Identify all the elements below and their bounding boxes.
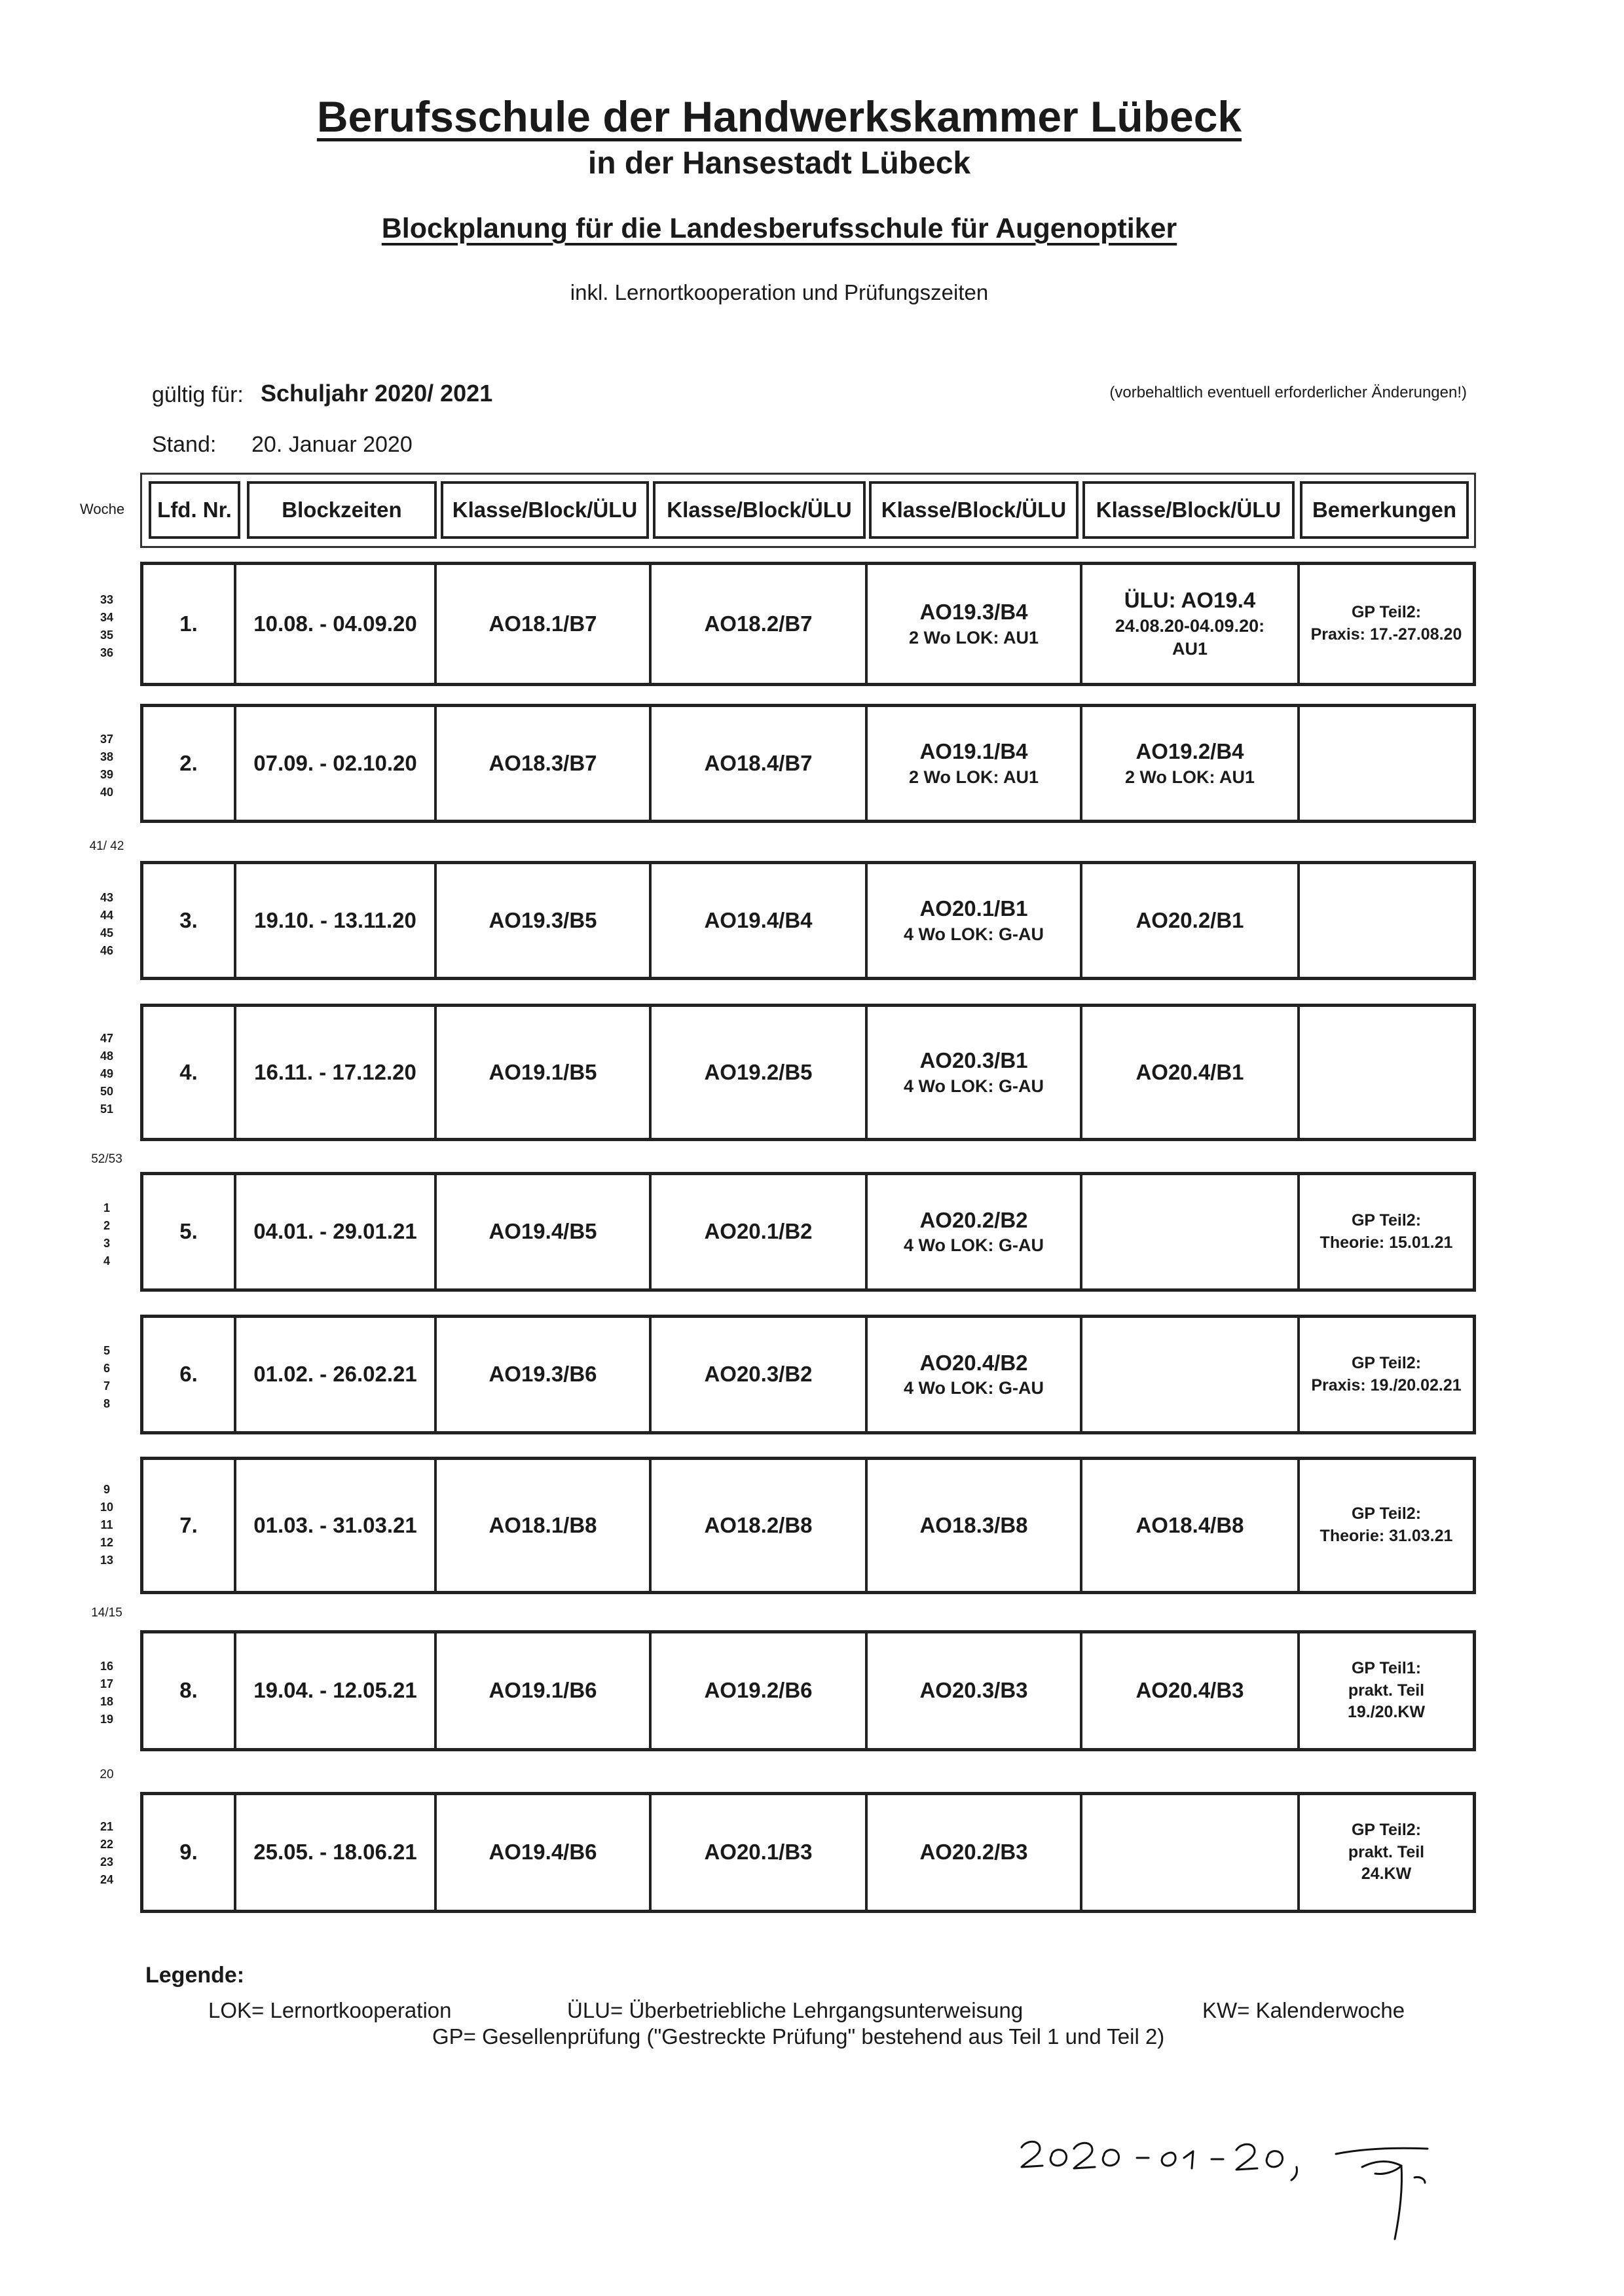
row-class-2: AO20.1/B3 [652, 1795, 868, 1910]
stand-value: 20. Januar 2020 [251, 432, 413, 457]
week-numbers: 43 44 45 46 [100, 891, 114, 957]
row-class-4: AO20.4/B3 [1082, 1633, 1300, 1748]
change-note: (vorbehaltlich eventuell erforderlicher Änderungen!) [1109, 384, 1467, 401]
row-dates: 07.09. - 02.10.20 [236, 707, 437, 820]
valid-label: gültig für: [152, 382, 244, 407]
row-class-2: AO18.2/B8 [652, 1460, 868, 1591]
row-class-4: AO20.4/B1 [1082, 1007, 1300, 1138]
week-numbers: 37 38 39 40 [100, 733, 114, 799]
table-row [140, 1315, 1476, 1434]
row-remarks [1300, 707, 1473, 820]
table-header [140, 473, 1476, 548]
row-class-1: AO19.4/B5 [437, 1175, 652, 1288]
row-nr: 4. [143, 1007, 236, 1138]
legend-title: Legende: [145, 1963, 245, 1988]
row-class-2: AO18.2/B7 [652, 565, 868, 683]
row-class-2: AO19.2/B6 [652, 1633, 868, 1748]
header-class-3: Klasse/Block/ÜLU [869, 481, 1079, 539]
row-dates: 01.02. - 26.02.21 [236, 1318, 437, 1431]
table-row [140, 562, 1476, 686]
stand-label: Stand: [152, 432, 217, 457]
week-numbers: 1 2 3 4 [103, 1201, 110, 1267]
valid-value: Schuljahr 2020/ 2021 [261, 380, 493, 407]
header-class-2: Klasse/Block/ÜLU [653, 481, 866, 539]
row-class-2: AO20.3/B2 [652, 1318, 868, 1431]
row-class-2: AO19.2/B5 [652, 1007, 868, 1138]
row-class-1: AO19.3/B6 [437, 1318, 652, 1431]
row-dates: 10.08. - 04.09.20 [236, 565, 437, 683]
plan-subtitle: inkl. Lernortkooperation und Prüfungszeiten [570, 280, 989, 304]
row-remarks: GP Teil2: Praxis: 17.-27.08.20 [1310, 603, 1462, 644]
row-class-1: AO18.3/B7 [437, 707, 652, 820]
row-nr: 6. [143, 1318, 236, 1431]
legend-gp: GP= Gesellenprüfung ("Gestreckte Prüfung" bestehend aus Teil 1 und Teil 2) [432, 2024, 1165, 2049]
row-remarks: GP Teil2: prakt. Teil 24.KW [1348, 1820, 1425, 1884]
table-row [140, 704, 1476, 823]
row-class-4: AO20.2/B1 [1082, 864, 1300, 977]
row-nr: 2. [143, 707, 236, 820]
row-class-3: AO19.3/B4 2 Wo LOK: AU1 [868, 565, 1082, 683]
header-dates: Blockzeiten [247, 481, 437, 539]
header-nr: Lfd. Nr. [149, 481, 240, 539]
row-class-3: AO20.1/B1 4 Wo LOK: G-AU [868, 864, 1082, 977]
row-class-1: AO19.4/B6 [437, 1795, 652, 1910]
week-numbers: 16 17 18 19 [100, 1660, 114, 1726]
row-nr: 9. [143, 1795, 236, 1910]
row-class-4 [1082, 1318, 1300, 1431]
row-dates: 19.10. - 13.11.20 [236, 864, 437, 977]
legend-ulu: ÜLU= Überbetriebliche Lehrgangsunterweisung [567, 1998, 1024, 2022]
row-class-4: ÜLU: AO19.4 24.08.20-04.09.20: AU1 [1082, 565, 1300, 683]
row-dates: 25.05. - 18.06.21 [236, 1795, 437, 1910]
table-row [140, 861, 1476, 980]
row-remarks [1300, 1007, 1473, 1138]
gap-week: 20 [100, 1768, 114, 1781]
header-remarks: Bemerkungen [1300, 481, 1469, 539]
row-class-4: AO18.4/B8 [1082, 1460, 1300, 1591]
legend-lok: LOK= Lernortkooperation [208, 1998, 452, 2022]
week-numbers: 47 48 49 50 51 [100, 1032, 114, 1116]
row-nr: 7. [143, 1460, 236, 1591]
gap-week: 52/53 [91, 1152, 122, 1166]
row-remarks: GP Teil2: Theorie: 15.01.21 [1320, 1211, 1453, 1252]
row-class-3: AO20.2/B2 4 Wo LOK: G-AU [868, 1175, 1082, 1288]
table-row [140, 1630, 1476, 1751]
header-class-4: Klasse/Block/ÜLU [1082, 481, 1295, 539]
row-class-1: AO19.1/B6 [437, 1633, 652, 1748]
week-numbers: 21 22 23 24 [100, 1820, 114, 1886]
gap-week: 41/ 42 [89, 839, 124, 853]
table-row [140, 1792, 1476, 1913]
row-class-1: AO19.1/B5 [437, 1007, 652, 1138]
row-remarks: GP Teil1: prakt. Teil 19./20.KW [1347, 1658, 1426, 1722]
handwritten-signature [1008, 2115, 1519, 2252]
row-remarks: GP Teil2: Praxis: 19./20.02.21 [1311, 1353, 1462, 1394]
row-nr: 5. [143, 1175, 236, 1288]
week-numbers: 33 34 35 36 [100, 593, 114, 659]
legend-kw: KW= Kalenderwoche [1202, 1998, 1405, 2022]
row-class-3: AO20.2/B3 [868, 1795, 1082, 1910]
table-row [140, 1457, 1476, 1594]
table-row [140, 1172, 1476, 1292]
header-class-1: Klasse/Block/ÜLU [441, 481, 649, 539]
row-class-2: AO19.4/B4 [652, 864, 868, 977]
row-class-2: AO20.1/B2 [652, 1175, 868, 1288]
row-dates: 01.03. - 31.03.21 [236, 1460, 437, 1591]
row-dates: 19.04. - 12.05.21 [236, 1633, 437, 1748]
row-remarks: GP Teil2: Theorie: 31.03.21 [1320, 1504, 1453, 1545]
row-remarks [1300, 864, 1473, 977]
row-class-3: AO20.3/B3 [868, 1633, 1082, 1748]
school-title: Berufsschule der Handwerkskammer Lübeck [316, 92, 1242, 141]
row-class-3: AO20.4/B2 4 Wo LOK: G-AU [868, 1318, 1082, 1431]
row-class-4: AO19.2/B4 2 Wo LOK: AU1 [1082, 707, 1300, 820]
row-class-3: AO18.3/B8 [868, 1460, 1082, 1591]
gap-week: 14/15 [91, 1606, 122, 1620]
row-class-1: AO19.3/B5 [437, 864, 652, 977]
row-dates: 04.01. - 29.01.21 [236, 1175, 437, 1288]
row-class-1: AO18.1/B8 [437, 1460, 652, 1591]
row-nr: 3. [143, 864, 236, 977]
row-dates: 16.11. - 17.12.20 [236, 1007, 437, 1138]
row-class-3: AO20.3/B1 4 Wo LOK: G-AU [868, 1007, 1082, 1138]
week-numbers: 5 6 7 8 [103, 1344, 110, 1410]
week-numbers: 9 10 11 12 13 [100, 1483, 114, 1567]
row-class-2: AO18.4/B7 [652, 707, 868, 820]
row-class-4 [1082, 1795, 1300, 1910]
row-class-1: AO18.1/B7 [437, 565, 652, 683]
row-nr: 1. [143, 565, 236, 683]
table-row [140, 1004, 1476, 1141]
plan-title: Blockplanung für die Landesberufsschule für Augenoptiker [381, 213, 1177, 244]
row-class-3: AO19.1/B4 2 Wo LOK: AU1 [868, 707, 1082, 820]
school-subtitle: in der Hansestadt Lübeck [587, 146, 971, 181]
row-nr: 8. [143, 1633, 236, 1748]
row-class-4 [1082, 1175, 1300, 1288]
week-column-header: Woche [80, 501, 125, 517]
